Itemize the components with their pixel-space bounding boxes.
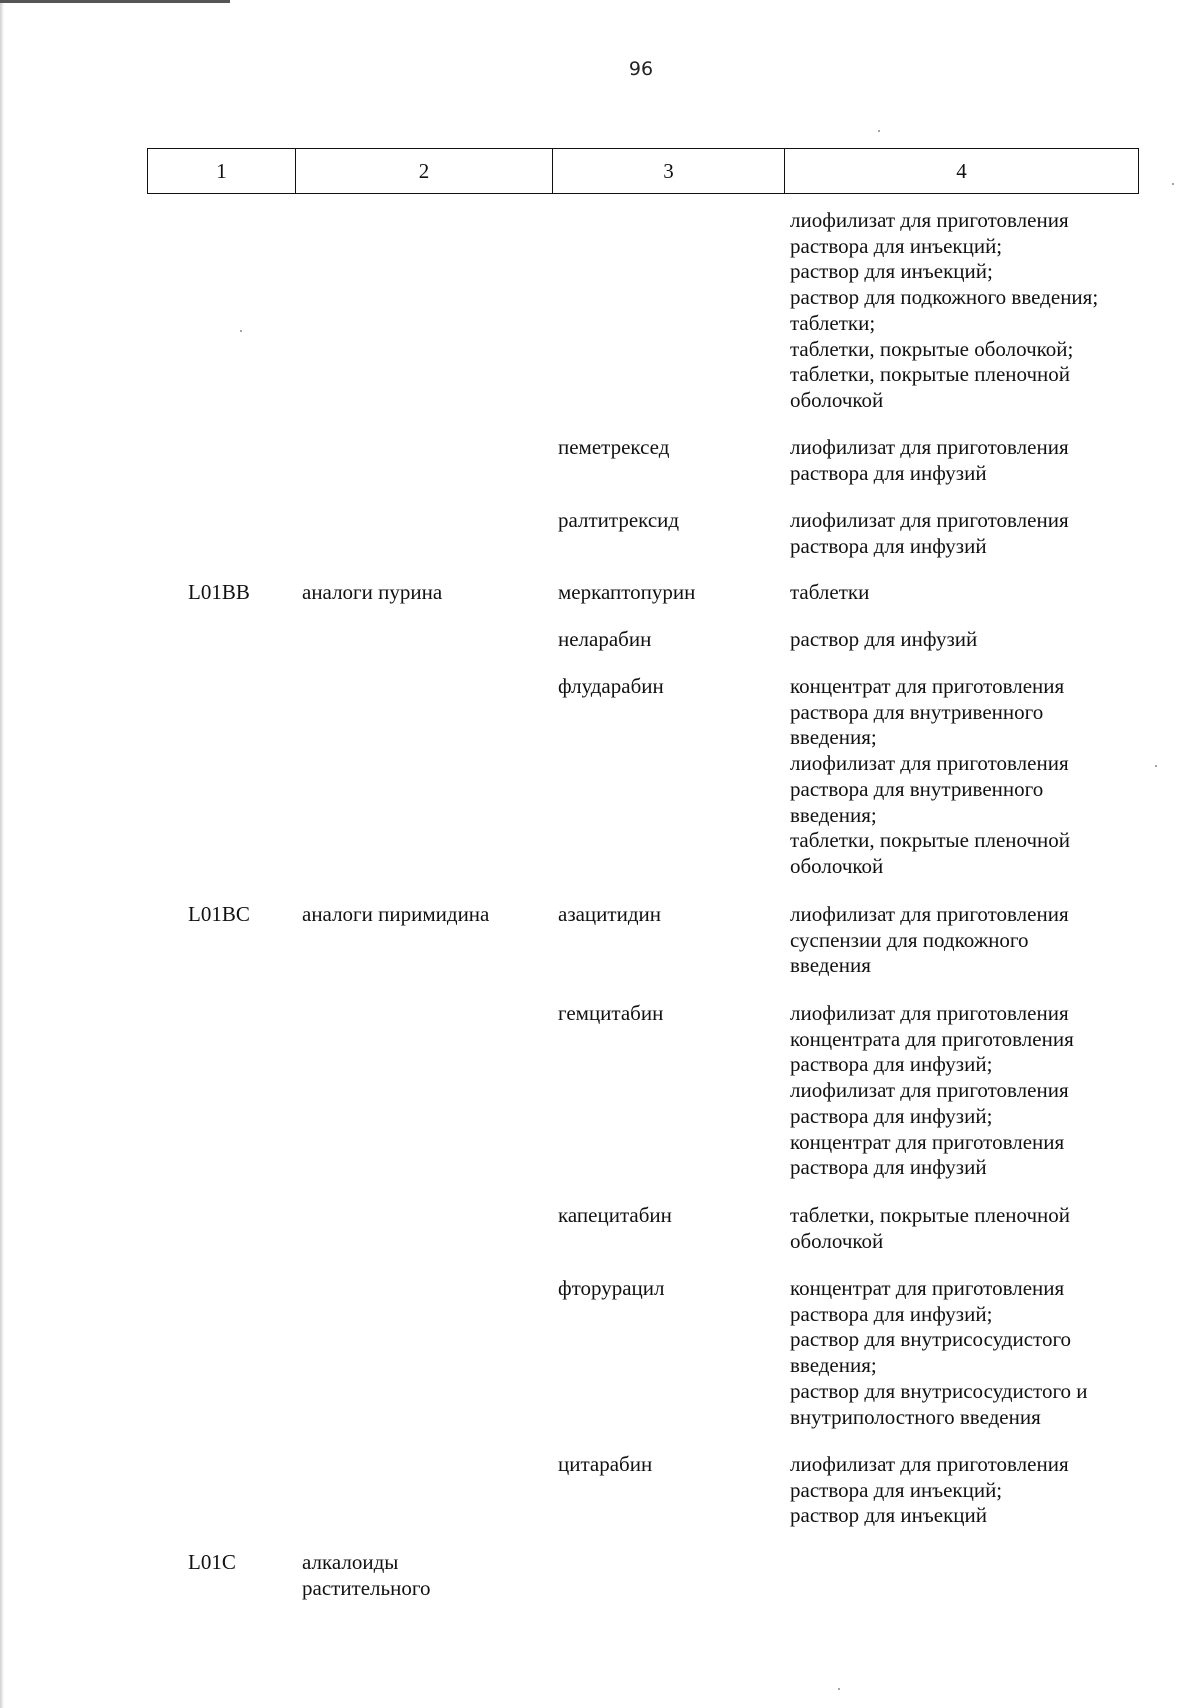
column-header-table	[147, 148, 1139, 194]
drug-name: неларабин	[558, 627, 652, 651]
page-number: 96	[628, 58, 654, 80]
dosage-forms-line: раствора для внутривенного	[790, 699, 1044, 724]
dosage-forms-line: лиофилизат для приготовления	[790, 902, 1069, 926]
dosage-forms	[790, 580, 869, 606]
atc-code: L01C	[188, 1550, 236, 1574]
atc-group-name-line: растительного	[302, 1575, 431, 1600]
dosage-forms-line: раствора для инфузий;	[790, 1301, 993, 1326]
drug-name: фторурацил	[558, 1276, 665, 1300]
dosage-forms-line: таблетки, покрытые оболочкой;	[790, 336, 1074, 361]
dosage-forms	[790, 674, 1070, 880]
column-header-2: 2	[296, 149, 553, 194]
dosage-forms-line: раствор для внутрисосудистого	[790, 1327, 1072, 1352]
dosage-forms-line: концентрат для приготовления	[790, 1276, 1065, 1300]
scan-speck	[878, 130, 880, 132]
dosage-forms-line: раствора для инфузий	[790, 533, 987, 558]
scan-speck	[1155, 765, 1157, 767]
dosage-forms-line: таблетки;	[790, 310, 876, 335]
dosage-forms-line: суспензии для подкожного	[790, 927, 1029, 952]
dosage-forms-line: раствор для инъекций;	[790, 259, 993, 284]
scan-speck	[240, 330, 242, 332]
dosage-forms-line: раствор для инфузий	[790, 627, 978, 651]
dosage-forms-line: концентрат для приготовления	[790, 1129, 1065, 1154]
drug-name: ралтитрексид	[558, 508, 680, 532]
atc-group-name-line: алкалоиды	[302, 1550, 399, 1574]
dosage-forms-line: раствор для подкожного введения;	[790, 285, 1099, 310]
column-header-3: 3	[553, 149, 785, 194]
dosage-forms-line: концентрата для приготовления	[790, 1026, 1074, 1051]
dosage-forms-line: концентрат для приготовления	[790, 674, 1065, 698]
dosage-forms-line: таблетки	[790, 580, 870, 604]
atc-group-name	[302, 580, 442, 606]
drug-name: флударабин	[558, 674, 664, 698]
dosage-forms-line: таблетки, покрытые пленочной	[790, 362, 1071, 387]
atc-group-name	[302, 1550, 430, 1601]
atc-group-name-line: аналоги пиримидина	[302, 902, 490, 926]
dosage-forms-line: лиофилизат для приготовления	[790, 751, 1069, 776]
column-header-row	[148, 149, 1139, 194]
atc-group-name	[302, 902, 489, 928]
atc-group-name-line: аналоги пурина	[302, 580, 443, 604]
dosage-forms	[790, 1001, 1074, 1181]
dosage-forms-line: раствора для инфузий;	[790, 1103, 993, 1128]
drug-name: меркаптопурин	[558, 580, 696, 604]
drug-name: цитарабин	[558, 1452, 653, 1476]
dosage-forms-line: лиофилизат для приготовления	[790, 208, 1069, 232]
dosage-forms-line: лиофилизат для приготовления	[790, 1452, 1069, 1476]
dosage-forms-line: раствора для инфузий	[790, 460, 987, 485]
column-header-4: 4	[785, 149, 1139, 194]
column-header-1: 1	[148, 149, 296, 194]
dosage-forms-line: раствора для инъекций;	[790, 1477, 1003, 1502]
dosage-forms-line: раствора для инфузий;	[790, 1052, 993, 1077]
scan-speck	[1172, 183, 1174, 185]
dosage-forms-line: введения;	[790, 1353, 877, 1378]
scan-edge-left	[0, 0, 4, 1708]
dosage-forms-line: лиофилизат для приготовления	[790, 1078, 1069, 1103]
dosage-forms	[790, 435, 1069, 486]
dosage-forms	[790, 1452, 1069, 1529]
dosage-forms-line: оболочкой	[790, 387, 884, 412]
dosage-forms-line: введения;	[790, 802, 877, 827]
drug-name: азацитидин	[558, 902, 661, 926]
dosage-forms-line: раствор для инъекций	[790, 1503, 987, 1528]
dosage-forms-line: внутриполостного введения	[790, 1404, 1041, 1429]
dosage-forms	[790, 208, 1098, 414]
dosage-forms-line: лиофилизат для приготовления	[790, 508, 1069, 532]
dosage-forms	[790, 508, 1069, 559]
dosage-forms	[790, 1276, 1088, 1430]
dosage-forms	[790, 627, 977, 653]
dosage-forms-line: таблетки, покрытые пленочной	[790, 828, 1071, 853]
dosage-forms-line: раствор для внутрисосудистого и	[790, 1378, 1088, 1403]
dosage-forms-line: раствора для инъекций;	[790, 233, 1003, 258]
drug-name: капецитабин	[558, 1203, 672, 1227]
drug-name: пеметрексед	[558, 435, 670, 459]
dosage-forms-line: оболочкой	[790, 1228, 884, 1253]
scan-edge-top	[0, 0, 230, 3]
dosage-forms-line: лиофилизат для приготовления	[790, 1001, 1069, 1025]
dosage-forms-line: лиофилизат для приготовления	[790, 435, 1069, 459]
dosage-forms-line: введения	[790, 953, 871, 978]
dosage-forms-line: введения;	[790, 725, 877, 750]
dosage-forms-line: раствора для внутривенного	[790, 776, 1044, 801]
dosage-forms	[790, 902, 1069, 979]
dosage-forms-line: раствора для инфузий	[790, 1155, 987, 1180]
dosage-forms-line: оболочкой	[790, 853, 884, 878]
drug-name: гемцитабин	[558, 1001, 664, 1025]
dosage-forms-line: таблетки, покрытые пленочной	[790, 1203, 1071, 1227]
scan-speck	[838, 1688, 840, 1690]
dosage-forms	[790, 1203, 1070, 1254]
atc-code: L01BB	[188, 580, 250, 604]
atc-code: L01BC	[188, 902, 250, 926]
